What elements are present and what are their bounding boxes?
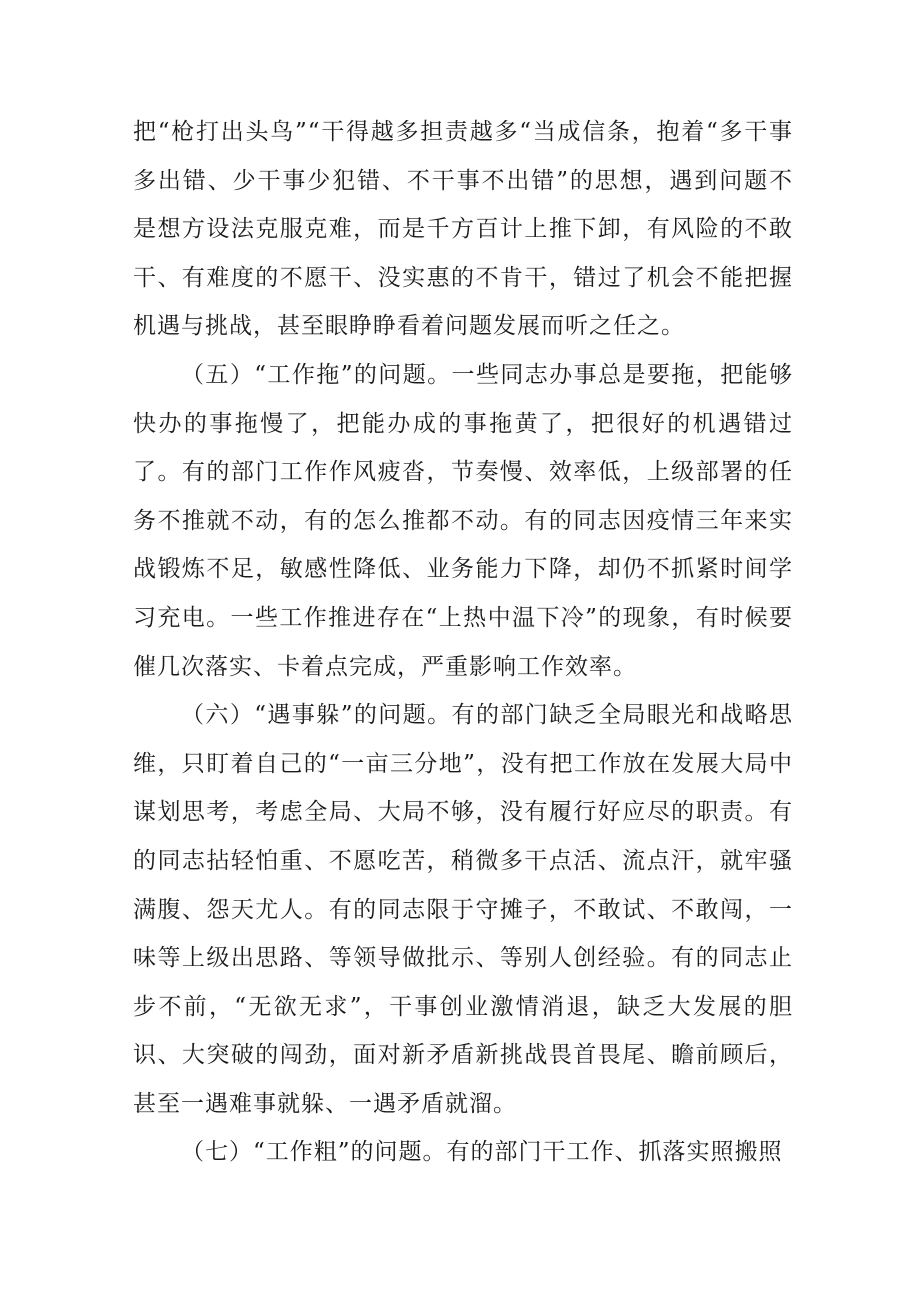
paragraph-avoid-issues: （六）“遇事躲”的问题。有的部门缺乏全局眼光和战略思维，只盯着自己的“一亩三分地”，没有把工作放在发展大局中谋划思考，考虑全局、大局不够，没有履行好应尽的职责。有的同志拈轻怕重、不愿吃苦，稍微多干点活、流点汗，就牢骚满腹、怨天尤人。有的同志限于守摊子，不敢试、不敢闯，一味等上级出思路、等领导做批示、等别人创经验。有的同志止步不前，“无欲无求”，干事创业激情消退，缺乏大发展的胆识、大突破的闯劲，面对新矛盾新挑战畏首畏尾、瞻前顾后，甚至一遇难事就躲、一遇矛盾就溜。 [133, 702, 793, 1117]
paragraph-work-delay: （五）“工作拖”的问题。一些同志办事总是要拖，把能够快办的事拖慢了，把能办成的事拖黄了，把很好的机遇错过了。有的部门工作作风疲沓，节奏慢、效率低，上级部署的任务不推就不动，有的怎么推都不动。有的同志因疫情三年来实战锻炼不足，敏感性降低、业务能力下降，却仍不抓紧时间学习充电。一些工作推进存在“上热中温下冷”的现象，有时候要催几次落实、卡着点完成，严重影响工作效率。 [133, 361, 793, 680]
document-body [133, 108, 793, 1177]
paragraph-continued: 把“枪打出头鸟”“干得越多担责越多“当成信条，抱着“多干事多出错、少干事少犯错、不干事不出错”的思想，遇到问题不是想方设法克服克难，而是千方百计上推下卸，有风险的不敢干、有难度的不愿干、没实惠的不肯干，错过了机会不能把握机遇与挑战，甚至眼睁睁看着问题发展而听之任之。 [133, 119, 793, 340]
paragraph-careless-work: （七）“工作粗”的问题。有的部门干工作、抓落实照搬照 [181, 1139, 783, 1166]
